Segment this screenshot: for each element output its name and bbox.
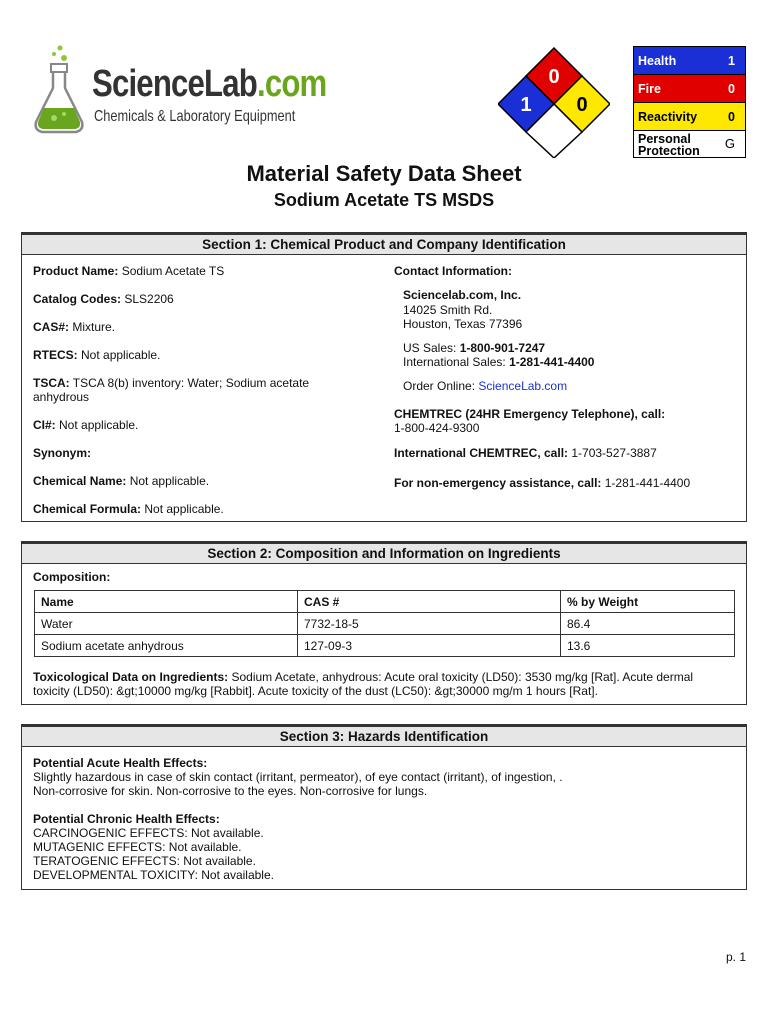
cas-field: CAS#: Mixture.: [33, 320, 116, 334]
flask-icon: [20, 44, 92, 140]
nonemergency-field: For non-emergency assistance, call: 1-281-441-4400: [394, 476, 691, 490]
company-name: Sciencelab.com, Inc.: [403, 288, 522, 302]
hmis-health-row: Health 1: [634, 47, 745, 75]
toxicological-data: Toxicological Data on Ingredients: Sodium Acetate, anhydrous: Acute oral toxicity (LD50): 3530 mg/kg [Rat]. Acute dermal toxicity (LD50): &gt;10000 mg/kg [Rabbit]. Acute toxicity of the dust (LC50): &gt;30000 mg/m 1 hours [Rat].: [33, 670, 694, 698]
nfpa-reactivity-value: 0: [576, 94, 588, 116]
table-row: [35, 635, 735, 657]
logo-wordmark: ScienceLab.com: [92, 63, 327, 105]
nfpa-fire-value: 0: [548, 66, 560, 88]
ci-field: CI#: Not applicable.: [33, 418, 139, 432]
hmis-fire-row: Fire 0: [634, 75, 745, 103]
nfpa-diamond: [498, 46, 610, 158]
tsca-field: TSCA: TSCA 8(b) inventory: Water; Sodium acetate anhydrous: [33, 376, 310, 404]
synonym-field: Synonym:: [33, 446, 92, 460]
table-cell: 86.4: [561, 613, 735, 635]
table-header-row: [35, 591, 735, 613]
chemtrec-number: 1-800-424-9300: [394, 421, 480, 435]
table-cell: 7732-18-5: [298, 613, 561, 635]
table-cell: 127-09-3: [298, 635, 561, 657]
section-1-heading: Section 1: Chemical Product and Company Identification: [22, 233, 746, 255]
table-row: [35, 613, 735, 635]
column-header: CAS #: [298, 591, 561, 613]
rtecs-field: RTECS: Not applicable.: [33, 348, 161, 362]
section-3-heading: Section 3: Hazards Identification: [22, 725, 746, 747]
intl-chemtrec-field: International CHEMTREC, call: 1-703-527-3887: [394, 446, 657, 460]
column-header: % by Weight: [561, 591, 735, 613]
composition-label: Composition:: [33, 570, 111, 584]
document-subtitle: Sodium Acetate TS MSDS: [273, 190, 495, 210]
chemical-name-field: Chemical Name: Not applicable.: [33, 474, 210, 488]
hmis-rating-table: [633, 46, 746, 158]
document-title: Material Safety Data Sheet: [246, 161, 522, 186]
composition-table: [34, 590, 735, 657]
us-sales-field: US Sales: 1-800-901-7247: [403, 341, 546, 355]
address-line-1: 14025 Smith Rd.: [403, 303, 493, 317]
table-cell: 13.6: [561, 635, 735, 657]
section-2: [21, 541, 747, 705]
nfpa-health-value: 1: [520, 94, 532, 116]
intl-sales-field: International Sales: 1-281-441-4400: [403, 355, 595, 369]
chemical-formula-field: Chemical Formula: Not applicable.: [33, 502, 224, 516]
chronic-effects: Potential Chronic Health Effects: CARCINOGENIC EFFECTS: Not available. MUTAGENIC EFFECTS: Not available. TERATOGENIC EFFECTS: Not available. DEVELOPMENTAL TOXICITY: Not available.: [33, 812, 274, 882]
chemtrec-label: CHEMTREC (24HR Emergency Telephone), call:: [394, 407, 666, 421]
contact-info-label: Contact Information:: [394, 264, 512, 278]
page-number: p. 1: [725, 950, 746, 964]
acute-effects: Potential Acute Health Effects: Slightly hazardous in case of skin contact (irritant, permeator), of eye contact (irritant), of ingestion, . Non-corrosive for skin. Non-corrosive to the eyes. Non-corrosive for lungs.: [33, 756, 563, 798]
section-2-heading: Section 2: Composition and Information on Ingredients: [22, 542, 746, 564]
product-name-field: Product Name: Sodium Acetate TS: [33, 264, 225, 278]
order-online-field: Order Online: ScienceLab.com: [403, 379, 568, 393]
table-cell: Sodium acetate anhydrous: [35, 635, 298, 657]
table-cell: Water: [35, 613, 298, 635]
catalog-codes-field: Catalog Codes: SLS2206: [33, 292, 174, 306]
address-line-2: Houston, Texas 77396: [403, 317, 523, 331]
logo-tagline: Chemicals & Laboratory Equipment: [94, 108, 296, 125]
section-3: [21, 724, 747, 890]
sciencelab-link[interactable]: ScienceLab.com: [478, 379, 568, 393]
column-header: Name: [35, 591, 298, 613]
hmis-reactivity-row: Reactivity 0: [634, 103, 745, 131]
sciencelab-logo: [20, 44, 327, 140]
hmis-protection-row: Personal Protection G: [634, 131, 745, 157]
section-1: [21, 232, 747, 522]
